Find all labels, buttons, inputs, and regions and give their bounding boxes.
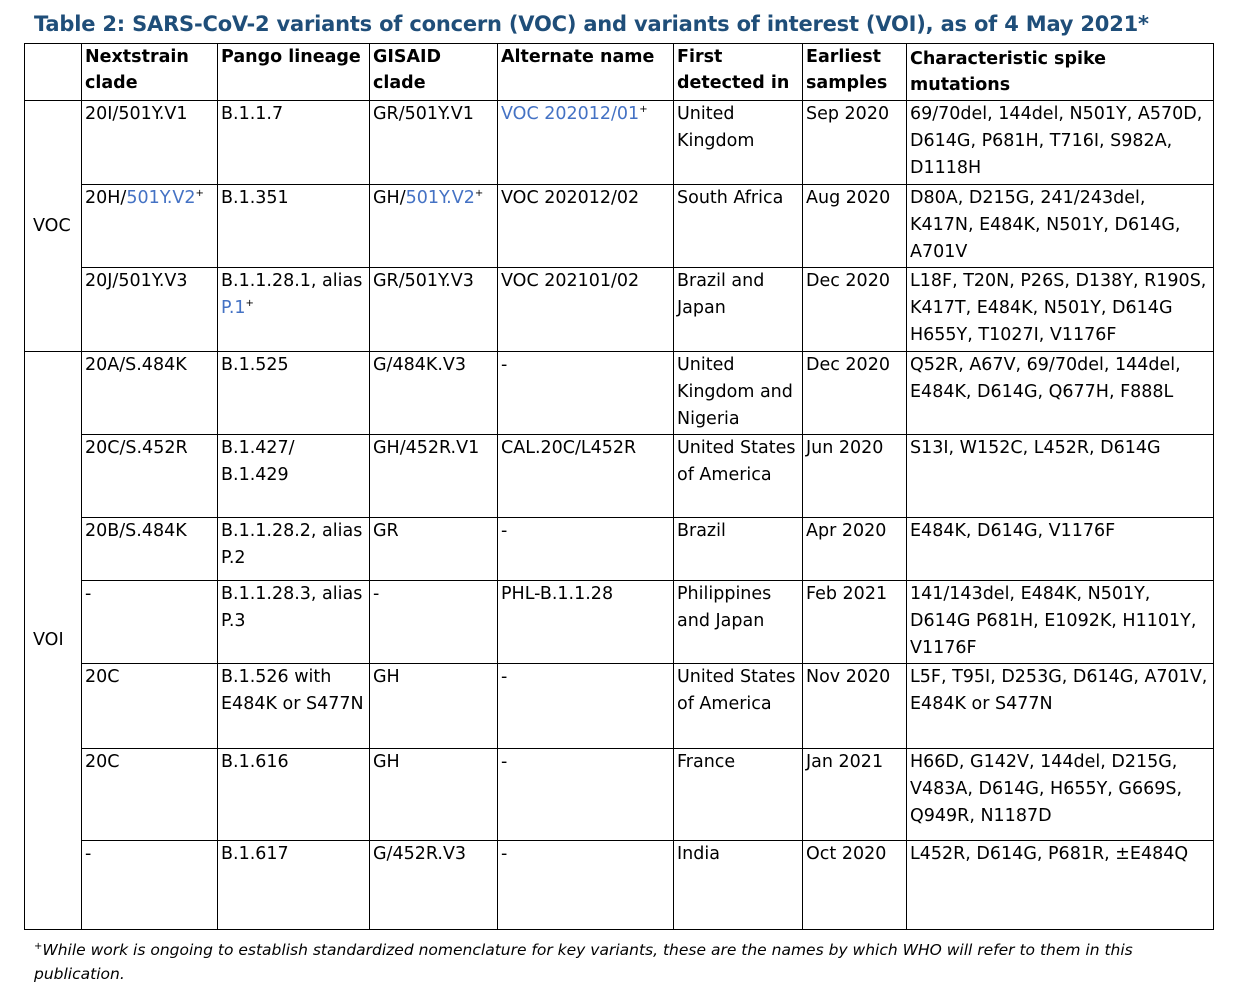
table-row [25,435,1214,518]
header-group [25,44,82,101]
cell-earliest: Apr 2020 [803,518,907,581]
header-nextstrain: Nextstrain clade [82,44,218,101]
gisaid-prefix: GH/ [373,188,406,208]
footnote [34,938,1214,986]
alternate-name-link: VOC 202012/01 [501,104,640,124]
cell-alternate: - [498,749,674,841]
cell-earliest: Jan 2021 [803,749,907,841]
cell-mutations: 141/143del, E484K, N501Y, D614G P681H, E1092K, H1101Y, V1176F [907,581,1214,664]
cell-alternate: - [498,664,674,749]
cell-nextstrain: 20C/S.452R [82,435,218,518]
table-row [25,749,1214,841]
cell-first: India [674,841,803,930]
header-earliest: Earliest samples [803,44,907,101]
footnote-dagger: + [34,940,43,952]
table-row [25,841,1214,930]
cell-first: Philippines and Japan [674,581,803,664]
cell-gisaid [370,185,498,268]
cell-pango: B.1.617 [218,841,370,930]
dagger-mark: + [245,298,254,310]
cell-earliest: Dec 2020 [803,352,907,435]
cell-earliest: Aug 2020 [803,185,907,268]
cell-nextstrain: 20A/S.484K [82,352,218,435]
nextstrain-link: 501Y.V2 [126,188,196,208]
cell-nextstrain: 20J/501Y.V3 [82,268,218,352]
table-row [25,581,1214,664]
dagger-mark: + [474,188,484,200]
dagger-mark: + [195,188,204,200]
cell-nextstrain: 20C [82,749,218,841]
cell-mutations: S13I, W152C, L452R, D614G [907,435,1214,518]
table-row [25,185,1214,268]
cell-nextstrain [82,185,218,268]
cell-nextstrain: 20I/501Y.V1 [82,101,218,185]
cell-gisaid: GH [370,749,498,841]
cell-first: Brazil and Japan [674,268,803,352]
cell-alternate: VOC 202101/02 [498,268,674,352]
nextstrain-prefix: 20H/ [85,188,127,208]
cell-pango: B.1.616 [218,749,370,841]
cell-mutations: L18F, T20N, P26S, D138Y, R190S, K417T, E484K, N501Y, D614G H655Y, T1027I, V1176F [907,268,1214,352]
cell-earliest: Sep 2020 [803,101,907,185]
cell-mutations: Q52R, A67V, 69/70del, 144del, E484K, D614G, Q677H, F888L [907,352,1214,435]
cell-nextstrain: - [82,581,218,664]
header-gisaid: GISAID clade [370,44,498,101]
cell-pango [218,268,370,352]
cell-first: United States of America [674,435,803,518]
table-row [25,352,1214,435]
cell-first: France [674,749,803,841]
group-voc-label: VOC [25,101,82,352]
cell-gisaid: - [370,581,498,664]
cell-alternate: - [498,352,674,435]
cell-gisaid: G/452R.V3 [370,841,498,930]
cell-mutations: E484K, D614G, V1176F [907,518,1214,581]
dagger-mark: + [639,104,648,116]
cell-pango: B.1.526 with E484K or S477N [218,664,370,749]
group-voi-label: VOI [25,352,82,930]
variants-table [24,43,1214,930]
cell-earliest: Jun 2020 [803,435,907,518]
cell-gisaid: GR/501Y.V1 [370,101,498,185]
table-title: Table 2: SARS-CoV-2 variants of concern (VOC) and variants of interest (VOI), as of 4 May 2021* [34,12,1149,36]
table-row [25,664,1214,749]
cell-gisaid: GR [370,518,498,581]
footnote-text: While work is ongoing to establish standardized nomenclature for key variants, these are the names by which WHO will refer to them in this publication. [34,941,1133,983]
cell-gisaid: GR/501Y.V3 [370,268,498,352]
cell-nextstrain: 20B/S.484K [82,518,218,581]
cell-mutations: 69/70del, 144del, N501Y, A570D, D614G, P681H, T716I, S982A, D1118H [907,101,1214,185]
cell-first: United Kingdom [674,101,803,185]
cell-earliest: Oct 2020 [803,841,907,930]
cell-earliest: Feb 2021 [803,581,907,664]
cell-earliest: Nov 2020 [803,664,907,749]
cell-mutations: H66D, G142V, 144del, D215G, V483A, D614G, H655Y, G669S, Q949R, N1187D [907,749,1214,841]
cell-mutations: L5F, T95I, D253G, D614G, A701V, E484K or S477N [907,664,1214,749]
cell-pango: B.1.1.7 [218,101,370,185]
table-row [25,101,1214,185]
cell-mutations: L452R, D614G, P681R, ±E484Q [907,841,1214,930]
cell-alternate [498,101,674,185]
cell-mutations: D80A, D215G, 241/243del, K417N, E484K, N501Y, D614G, A701V [907,185,1214,268]
header-alternate: Alternate name [498,44,674,101]
cell-nextstrain: - [82,841,218,930]
cell-pango: B.1.1.28.3, alias P.3 [218,581,370,664]
cell-pango: B.1.1.28.2, alias P.2 [218,518,370,581]
table-row [25,268,1214,352]
cell-gisaid: GH [370,664,498,749]
cell-alternate: - [498,841,674,930]
header-mutations: Characteristic spike mutations [907,44,1214,101]
cell-first: United States of America [674,664,803,749]
gisaid-link: 501Y.V2 [405,188,475,208]
cell-nextstrain: 20C [82,664,218,749]
table-row [25,518,1214,581]
cell-first: Brazil [674,518,803,581]
cell-alternate: PHL-B.1.1.28 [498,581,674,664]
cell-earliest: Dec 2020 [803,268,907,352]
cell-pango: B.1.351 [218,185,370,268]
header-pango: Pango lineage [218,44,370,101]
cell-gisaid: GH/452R.V1 [370,435,498,518]
cell-first: United Kingdom and Nigeria [674,352,803,435]
cell-pango: B.1.427/ B.1.429 [218,435,370,518]
pango-link: P.1 [221,298,246,318]
cell-gisaid: G/484K.V3 [370,352,498,435]
pango-prefix: B.1.1.28.1, alias [221,271,363,291]
cell-alternate: CAL.20C/L452R [498,435,674,518]
header-first: First detected in [674,44,803,101]
cell-alternate: VOC 202012/02 [498,185,674,268]
cell-pango: B.1.525 [218,352,370,435]
cell-alternate: - [498,518,674,581]
cell-first: South Africa [674,185,803,268]
header-row [25,44,1214,101]
